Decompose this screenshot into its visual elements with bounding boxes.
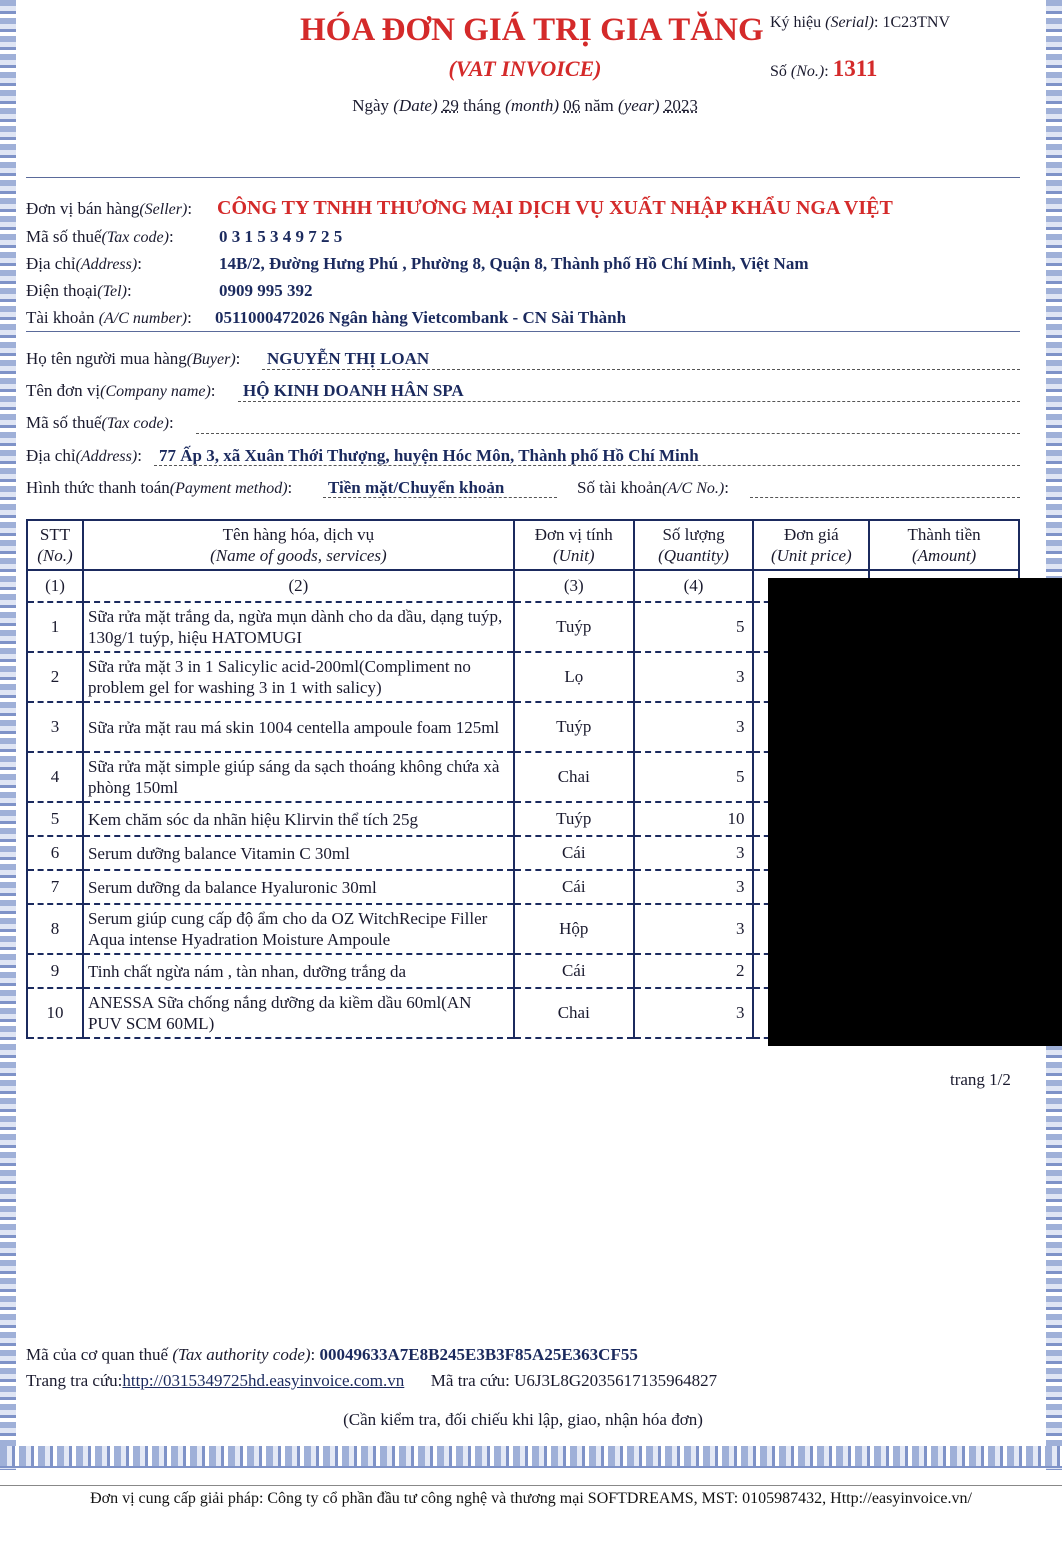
row-qty: 3 bbox=[634, 988, 754, 1038]
serial-label-en: (Serial) bbox=[825, 14, 874, 31]
buyer-address: 77 Ấp 3, xã Xuân Thới Thượng, huyện Hóc Môn, Thành phố Hồ Chí Minh bbox=[159, 446, 699, 465]
border-bottom-line bbox=[0, 1466, 1062, 1468]
provider-info: Đơn vị cung cấp giải pháp: Công ty cổ phần đầu tư công nghệ và thương mại SOFTDREAMS, MST: 0105987432, Http://easyinvoice.vn/ bbox=[90, 1490, 972, 1507]
header-quantity: Số lượng (Quantity) bbox=[634, 520, 754, 570]
seller-tel-label: Điện thoại(Tel): bbox=[26, 281, 132, 300]
row-qty: 3 bbox=[634, 702, 754, 752]
date-month: 06 bbox=[563, 96, 581, 115]
row-name: Sữa rửa mặt 3 in 1 Salicylic acid-200ml(Compliment no problem gel for washing 3 in 1 with salicy) bbox=[83, 652, 514, 702]
invoice-subtitle: (VAT INVOICE) bbox=[448, 56, 602, 81]
buyer-address-label: Địa chỉ(Address): bbox=[26, 446, 142, 465]
row-no: 8 bbox=[27, 904, 83, 954]
row-qty: 5 bbox=[634, 752, 754, 802]
date-label-en: (Date) bbox=[393, 96, 438, 115]
buyer-company-label: Tên đơn vị(Company name): bbox=[26, 381, 216, 400]
invoice-title: HÓA ĐƠN GIÁ TRỊ GIA TĂNG bbox=[300, 12, 764, 48]
lookup-code-label: Mã tra cứu: bbox=[430, 1371, 510, 1390]
divider bbox=[0, 1485, 1062, 1486]
seller-name: CÔNG TY TNHH THƯƠNG MẠI DỊCH VỤ XUẤT NHẬP KHẨU NGA VIỆT bbox=[217, 197, 893, 219]
row-name: Sữa rửa mặt rau má skin 1004 centella ampoule foam 125ml bbox=[83, 702, 514, 752]
row-unit: Chai bbox=[514, 988, 634, 1038]
buyer-tax-label: Mã số thuế(Tax code): bbox=[26, 413, 174, 432]
header-unit: Đơn vị tính (Unit) bbox=[514, 520, 634, 570]
divider bbox=[26, 331, 1020, 332]
row-no: 9 bbox=[27, 954, 83, 988]
payment-label: Hình thức thanh toán(Payment method): bbox=[26, 478, 293, 497]
dotted-line bbox=[238, 401, 1020, 402]
row-unit: Lọ bbox=[514, 652, 634, 702]
row-name: Serum dưỡng da balance Hyaluronic 30ml bbox=[83, 870, 514, 904]
row-qty: 3 bbox=[634, 836, 754, 870]
row-no: 4 bbox=[27, 752, 83, 802]
row-name: Serum giúp cung cấp độ ẩm cho da OZ WitchRecipe Filler Aqua intense Hyadration Moisture Ampoule bbox=[83, 904, 514, 954]
seller-account: 0511000472026 Ngân hàng Vietcombank - CN Sài Thành bbox=[215, 308, 627, 327]
row-unit: Tuýp bbox=[514, 602, 634, 652]
lookup-code-value: U6J3L8G2035617135964827 bbox=[514, 1371, 718, 1390]
row-unit: Chai bbox=[514, 752, 634, 802]
row-unit: Cái bbox=[514, 954, 634, 988]
dotted-line bbox=[154, 465, 1020, 466]
header-unit-price: Đơn giá (Unit price) bbox=[753, 520, 869, 570]
seller-account-label: Tài khoản (A/C number): bbox=[26, 308, 192, 327]
row-name: Kem chăm sóc da nhãn hiệu Klirvin thể tích 25g bbox=[83, 802, 514, 836]
seller-name-label: Đơn vị bán hàng(Seller): bbox=[26, 199, 193, 218]
row-qty: 3 bbox=[634, 870, 754, 904]
row-name: Sữa rửa mặt simple giúp sáng da sạch thoáng không chứa xà phòng 150ml bbox=[83, 752, 514, 802]
number-label: Số bbox=[770, 63, 787, 80]
row-qty: 3 bbox=[634, 652, 754, 702]
verification-note: (Cần kiểm tra, đối chiếu khi lập, giao, nhận hóa đơn) bbox=[343, 1410, 703, 1429]
row-unit: Cái bbox=[514, 836, 634, 870]
authority-label: Mã của cơ quan thuế bbox=[26, 1345, 169, 1364]
row-unit: Hộp bbox=[514, 904, 634, 954]
serial-label: Ký hiệu bbox=[770, 14, 822, 31]
buyer-name-label: Họ tên người mua hàng(Buyer): bbox=[26, 349, 241, 368]
row-qty: 3 bbox=[634, 904, 754, 954]
row-unit: Tuýp bbox=[514, 802, 634, 836]
year-label-en: (year) bbox=[618, 96, 660, 115]
seller-tel: 0909 995 392 bbox=[219, 281, 313, 300]
row-qty: 2 bbox=[634, 954, 754, 988]
index-cell: (4) bbox=[634, 570, 754, 602]
number-value: 1311 bbox=[832, 56, 878, 81]
row-no: 2 bbox=[27, 652, 83, 702]
row-unit: Cái bbox=[514, 870, 634, 904]
buyer-name: NGUYỄN THỊ LOAN bbox=[267, 349, 430, 368]
header-name: Tên hàng hóa, dịch vụ (Name of goods, services) bbox=[83, 520, 514, 570]
year-label: năm bbox=[584, 96, 614, 115]
row-no: 6 bbox=[27, 836, 83, 870]
seller-tax-code: 0 3 1 5 3 4 9 7 2 5 bbox=[219, 227, 343, 246]
lookup-info bbox=[26, 1371, 717, 1391]
table-header-row bbox=[27, 520, 1019, 570]
dotted-line bbox=[750, 497, 1020, 498]
buyer-company: HỘ KINH DOANH HÂN SPA bbox=[243, 381, 464, 400]
invoice-date bbox=[180, 96, 870, 116]
invoice-number: Số (No.): 1311 bbox=[770, 56, 878, 81]
serial-value: 1C23TNV bbox=[882, 14, 950, 31]
lookup-link[interactable]: http://0315349725hd.easyinvoice.com.vn bbox=[122, 1371, 405, 1390]
header-no: STT (No.) bbox=[27, 520, 83, 570]
row-no: 1 bbox=[27, 602, 83, 652]
row-qty: 5 bbox=[634, 602, 754, 652]
row-name: Serum dưỡng balance Vitamin C 30ml bbox=[83, 836, 514, 870]
lookup-label: Trang tra cứu: bbox=[26, 1371, 123, 1390]
month-label: tháng bbox=[463, 96, 501, 115]
seller-address-label: Địa chỉ(Address): bbox=[26, 254, 142, 273]
row-name: ANESSA Sữa chống nắng dưỡng da kiềm dầu 60ml(AN PUV SCM 60ML) bbox=[83, 988, 514, 1038]
index-cell: (2) bbox=[83, 570, 514, 602]
header-amount: Thành tiền (Amount) bbox=[869, 520, 1019, 570]
border-left bbox=[0, 0, 16, 1470]
dotted-line bbox=[262, 369, 1020, 370]
row-name: Sữa rửa mặt trắng da, ngừa mụn dành cho da dầu, dạng tuýp, 130g/1 tuýp, hiệu HATOMUGI bbox=[83, 602, 514, 652]
divider bbox=[26, 177, 1020, 178]
date-year: 2023 bbox=[663, 96, 698, 115]
payment-method: Tiền mặt/Chuyển khoản bbox=[328, 478, 505, 497]
date-day: 29 bbox=[441, 96, 459, 115]
row-no: 5 bbox=[27, 802, 83, 836]
dotted-line bbox=[323, 497, 557, 498]
acno-label: Số tài khoản(A/C No.): bbox=[577, 478, 729, 497]
border-bottom bbox=[0, 1446, 1062, 1468]
number-label-en: (No.) bbox=[790, 63, 825, 80]
index-cell: (1) bbox=[27, 570, 83, 602]
row-qty: 10 bbox=[634, 802, 754, 836]
month-label-en: (month) bbox=[505, 96, 559, 115]
page-number: trang 1/2 bbox=[950, 1070, 1011, 1089]
invoice-serial: Ký hiệu (Serial): 1C23TNV bbox=[770, 14, 950, 31]
tax-authority-code: Mã của cơ quan thuế (Tax authority code): 00049633A7E8B245E3B3F85A25E363CF55 bbox=[26, 1345, 638, 1364]
dotted-line bbox=[196, 433, 1020, 434]
row-name: Tinh chất ngừa nám , tàn nhan, dưỡng trắng da bbox=[83, 954, 514, 988]
index-cell: (3) bbox=[514, 570, 634, 602]
date-label: Ngày bbox=[352, 96, 390, 115]
redaction-block bbox=[768, 578, 1062, 1046]
seller-address: 14B/2, Đường Hưng Phú , Phường 8, Quận 8, Thành phố Hồ Chí Minh, Việt Nam bbox=[219, 254, 809, 273]
seller-tax-label: Mã số thuế(Tax code): bbox=[26, 227, 174, 246]
row-no: 10 bbox=[27, 988, 83, 1038]
authority-code-value: 00049633A7E8B245E3B3F85A25E363CF55 bbox=[319, 1345, 638, 1364]
row-no: 7 bbox=[27, 870, 83, 904]
row-no: 3 bbox=[27, 702, 83, 752]
authority-label-en: (Tax authority code) bbox=[172, 1345, 311, 1364]
row-unit: Tuýp bbox=[514, 702, 634, 752]
